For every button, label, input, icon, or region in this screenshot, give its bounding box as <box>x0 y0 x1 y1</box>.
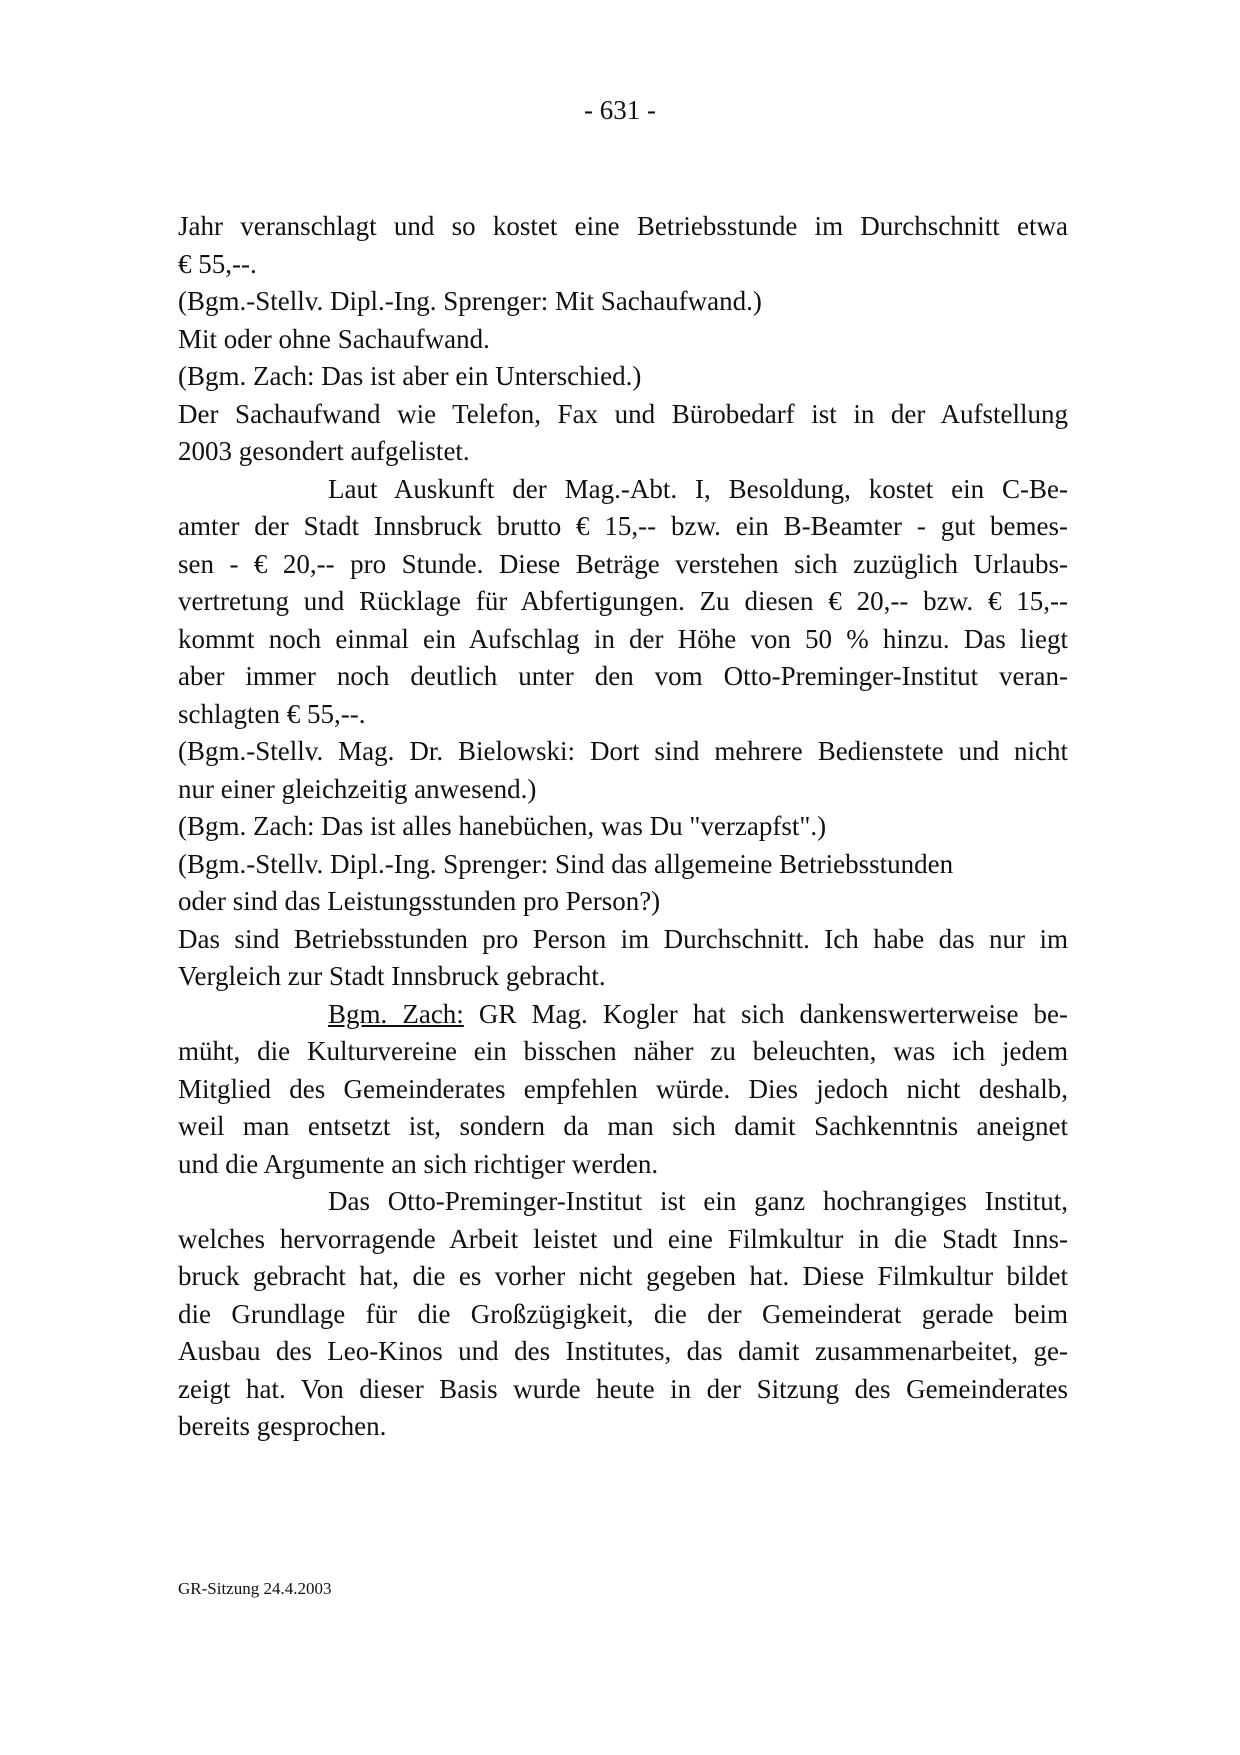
text-line: (Bgm. Zach: Das ist aber ein Unterschied.) <box>178 361 642 391</box>
text-line: Laut Auskunft der Mag.-Abt. I, Besoldung, kostet ein C-Be- <box>328 473 1068 504</box>
text-line: nur einer gleichzeitig anwesend.) <box>178 773 537 804</box>
speaker-name: Bgm. Zach: <box>328 998 464 1029</box>
text-line: die Grundlage für die Großzügigkeit, die der Gemeinderat gerade beim <box>178 1298 1068 1329</box>
text-line: € 55,--. <box>178 248 257 279</box>
text-line: schlagten € 55,--. <box>178 698 366 729</box>
text-line: (Bgm.-Stellv. Mag. Dr. Bielowski: Dort sind mehrere Bedienstete und nicht <box>178 736 1068 766</box>
document-body <box>178 208 1068 1446</box>
text-line: bereits gesprochen. <box>178 1411 387 1441</box>
text-line: Der Sachaufwand wie Telefon, Fax und Bürobedarf ist in der Aufstellung <box>178 398 1068 429</box>
text-line: Mit oder ohne Sachaufwand. <box>178 323 490 354</box>
text-line: aber immer noch deutlich unter den vom Otto-Preminger-Institut veran- <box>178 661 1068 691</box>
text-line: Das Otto-Preminger-Institut ist ein ganz hochrangiges Institut, <box>328 1186 1068 1216</box>
page-footer: GR-Sitzung 24.4.2003 <box>178 1579 332 1598</box>
text-line: (Bgm. Zach: Das ist alles hanebüchen, was Du "verzapfst".) <box>178 811 827 841</box>
text-line: Jahr veranschlagt und so kostet eine Betriebsstunde im Durchschnitt etwa <box>178 211 1068 241</box>
text-line: und die Argumente an sich richtiger werden. <box>178 1148 659 1179</box>
text-line: bruck gebracht hat, die es vorher nicht gegeben hat. Diese Filmkultur bildet <box>178 1261 1068 1291</box>
text-line: (Bgm.-Stellv. Dipl.-Ing. Sprenger: Sind das allgemeine Betriebsstunden <box>178 848 954 879</box>
text-line: kommt noch einmal ein Aufschlag in der Höhe von 50 % hinzu. Das liegt <box>178 623 1068 654</box>
page-number: - 631 - <box>584 95 656 125</box>
text-line: oder sind das Leistungsstunden pro Person?) <box>178 886 661 916</box>
speaker-line <box>178 996 1068 1034</box>
text-line: sen - € 20,-- pro Stunde. Diese Beträge verstehen sich zuzüglich Urlaubs- <box>178 548 1068 579</box>
text-line: amter der Stadt Innsbruck brutto € 15,-- bzw. ein B-Beamter - gut bemes- <box>178 511 1068 541</box>
text-line: zeigt hat. Von dieser Basis wurde heute in der Sitzung des Gemeinderates <box>178 1373 1068 1404</box>
text-line: Das sind Betriebsstunden pro Person im Durchschnitt. Ich habe das nur im <box>178 923 1068 954</box>
text-line: vertretung und Rücklage für Abfertigungen. Zu diesen € 20,-- bzw. € 15,-- <box>178 586 1068 616</box>
speaker-statement: GR Mag. Kogler hat sich dankenswerterweise be- <box>463 998 1068 1029</box>
text-line: Mitglied des Gemeinderates empfehlen würde. Dies jedoch nicht deshalb, <box>178 1073 1068 1104</box>
text-line: (Bgm.-Stellv. Dipl.-Ing. Sprenger: Mit Sachaufwand.) <box>178 286 762 316</box>
text-line: weil man entsetzt ist, sondern da man sich damit Sachkenntnis aneignet <box>178 1111 1068 1141</box>
text-line: Ausbau des Leo-Kinos und des Institutes, das damit zusammenarbeitet, ge- <box>178 1336 1068 1366</box>
text-line: Vergleich zur Stadt Innsbruck gebracht. <box>178 961 606 991</box>
text-line: müht, die Kulturvereine ein bisschen näher zu beleuchten, was ich jedem <box>178 1036 1068 1066</box>
text-line: 2003 gesondert aufgelistet. <box>178 436 470 466</box>
text-line: welches hervorragende Arbeit leistet und eine Filmkultur in die Stadt Inns- <box>178 1223 1068 1254</box>
